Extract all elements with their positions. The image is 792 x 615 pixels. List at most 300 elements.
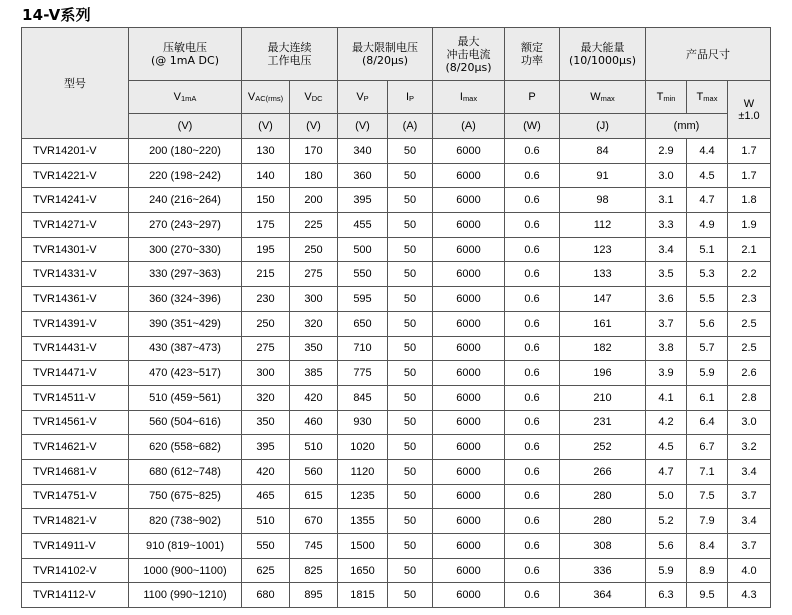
cell-ip: 50 — [388, 237, 433, 262]
table-row — [22, 435, 771, 460]
cell-imax: 6000 — [433, 583, 505, 608]
header-max-cont-voltage-line2: 工作电压 — [267, 54, 312, 67]
cell-vdc: 250 — [290, 237, 338, 262]
cell-vdc: 460 — [290, 410, 338, 435]
symbol-imax — [433, 81, 505, 114]
symbol-wmax-sub: max — [600, 94, 615, 103]
cell-tmin: 4.1 — [646, 385, 687, 410]
cell-p: 0.6 — [505, 583, 560, 608]
cell-w: 3.4 — [728, 509, 771, 534]
table-row — [22, 287, 771, 312]
cell-wmax: 98 — [560, 188, 646, 213]
header-product-size: 产品尺寸 — [646, 28, 771, 81]
cell-w: 2.2 — [728, 262, 771, 287]
header-max-cont-voltage — [242, 28, 338, 81]
cell-imax: 6000 — [433, 287, 505, 312]
symbol-wmax-base: W — [590, 91, 601, 103]
table-row — [22, 410, 771, 435]
table-row — [22, 583, 771, 608]
cell-vp: 845 — [338, 385, 388, 410]
cell-tmin: 4.2 — [646, 410, 687, 435]
cell-v1ma: 200 (180~220) — [129, 139, 242, 164]
table-row — [22, 385, 771, 410]
table-row — [22, 262, 771, 287]
cell-model: TVR14331-V — [22, 262, 129, 287]
cell-tmin: 5.9 — [646, 558, 687, 583]
cell-wmax: 112 — [560, 213, 646, 238]
cell-tmax: 4.4 — [687, 139, 728, 164]
cell-tmax: 8.4 — [687, 534, 728, 559]
cell-model: TVR14301-V — [22, 237, 129, 262]
cell-model: TVR14391-V — [22, 311, 129, 336]
cell-v1ma: 750 (675~825) — [129, 484, 242, 509]
cell-imax: 6000 — [433, 163, 505, 188]
cell-v1ma: 820 (738~902) — [129, 509, 242, 534]
cell-tmin: 3.9 — [646, 361, 687, 386]
cell-imax: 6000 — [433, 385, 505, 410]
cell-tmin: 3.1 — [646, 188, 687, 213]
cell-vdc: 895 — [290, 583, 338, 608]
symbol-imax-base: I — [459, 91, 463, 103]
cell-model: TVR14271-V — [22, 213, 129, 238]
cell-vac: 350 — [242, 410, 290, 435]
symbol-ip-sub: P — [409, 94, 415, 103]
cell-tmax: 6.4 — [687, 410, 728, 435]
unit-imax: (A) — [433, 114, 505, 139]
cell-model: TVR14911-V — [22, 534, 129, 559]
cell-v1ma: 360 (324~396) — [129, 287, 242, 312]
cell-imax: 6000 — [433, 558, 505, 583]
cell-model: TVR14361-V — [22, 287, 129, 312]
unit-v1ma: (V) — [129, 114, 242, 139]
cell-ip: 50 — [388, 311, 433, 336]
cell-ip: 50 — [388, 188, 433, 213]
cell-p: 0.6 — [505, 139, 560, 164]
cell-v1ma: 330 (297~363) — [129, 262, 242, 287]
cell-tmax: 4.9 — [687, 213, 728, 238]
symbol-tmin-sub: min — [663, 94, 676, 103]
header-rated-power-line2: 功率 — [521, 54, 543, 67]
cell-tmin: 5.0 — [646, 484, 687, 509]
cell-wmax: 161 — [560, 311, 646, 336]
cell-vp: 930 — [338, 410, 388, 435]
cell-vac: 215 — [242, 262, 290, 287]
cell-v1ma: 1000 (900~1100) — [129, 558, 242, 583]
cell-model: TVR14751-V — [22, 484, 129, 509]
symbol-v1ma-sub: 1mA — [180, 94, 197, 103]
cell-vac: 250 — [242, 311, 290, 336]
cell-wmax: 84 — [560, 139, 646, 164]
cell-vac: 140 — [242, 163, 290, 188]
cell-v1ma: 560 (504~616) — [129, 410, 242, 435]
cell-vp: 1815 — [338, 583, 388, 608]
cell-tmax: 7.9 — [687, 509, 728, 534]
table-body — [22, 139, 771, 608]
cell-w: 2.5 — [728, 336, 771, 361]
symbol-w — [728, 81, 771, 139]
cell-ip: 50 — [388, 139, 433, 164]
cell-tmin: 3.6 — [646, 287, 687, 312]
cell-p: 0.6 — [505, 188, 560, 213]
cell-imax: 6000 — [433, 336, 505, 361]
cell-vac: 130 — [242, 139, 290, 164]
cell-p: 0.6 — [505, 262, 560, 287]
cell-ip: 50 — [388, 484, 433, 509]
cell-vp: 650 — [338, 311, 388, 336]
header-row-labels — [22, 28, 771, 81]
symbol-vp — [338, 81, 388, 114]
cell-w: 3.4 — [728, 459, 771, 484]
cell-model: TVR14221-V — [22, 163, 129, 188]
cell-p: 0.6 — [505, 459, 560, 484]
cell-ip: 50 — [388, 459, 433, 484]
header-max-surge-current-line2: 冲击电流 — [446, 47, 491, 61]
cell-vac: 320 — [242, 385, 290, 410]
header-max-clamp-voltage — [338, 28, 433, 81]
cell-imax: 6000 — [433, 509, 505, 534]
cell-tmin: 3.0 — [646, 163, 687, 188]
header-rated-power-line1: 额定 — [521, 41, 543, 54]
cell-wmax: 336 — [560, 558, 646, 583]
cell-ip: 50 — [388, 336, 433, 361]
cell-vdc: 350 — [290, 336, 338, 361]
cell-wmax: 280 — [560, 509, 646, 534]
cell-ip: 50 — [388, 262, 433, 287]
cell-model: TVR14431-V — [22, 336, 129, 361]
symbol-w-line1: W — [743, 97, 755, 110]
cell-wmax: 133 — [560, 262, 646, 287]
cell-p: 0.6 — [505, 311, 560, 336]
cell-tmax: 9.5 — [687, 583, 728, 608]
symbol-vdc-base: V — [304, 91, 312, 103]
symbol-vac — [242, 81, 290, 114]
cell-v1ma: 270 (243~297) — [129, 213, 242, 238]
cell-vac: 230 — [242, 287, 290, 312]
cell-w: 1.7 — [728, 139, 771, 164]
cell-wmax: 91 — [560, 163, 646, 188]
header-model: 型号 — [22, 28, 129, 139]
cell-model: TVR14201-V — [22, 139, 129, 164]
cell-vp: 1235 — [338, 484, 388, 509]
cell-v1ma: 220 (198~242) — [129, 163, 242, 188]
cell-ip: 50 — [388, 163, 433, 188]
table-row — [22, 361, 771, 386]
cell-ip: 50 — [388, 410, 433, 435]
cell-wmax: 182 — [560, 336, 646, 361]
cell-tmin: 2.9 — [646, 139, 687, 164]
cell-v1ma: 680 (612~748) — [129, 459, 242, 484]
cell-vp: 1120 — [338, 459, 388, 484]
cell-wmax: 266 — [560, 459, 646, 484]
cell-vac: 625 — [242, 558, 290, 583]
cell-vdc: 670 — [290, 509, 338, 534]
cell-vac: 195 — [242, 237, 290, 262]
cell-w: 2.3 — [728, 287, 771, 312]
cell-imax: 6000 — [433, 262, 505, 287]
cell-wmax: 210 — [560, 385, 646, 410]
cell-vac: 395 — [242, 435, 290, 460]
cell-vp: 455 — [338, 213, 388, 238]
unit-vp: (V) — [338, 114, 388, 139]
table-header — [22, 28, 771, 139]
cell-tmin: 3.3 — [646, 213, 687, 238]
cell-imax: 6000 — [433, 237, 505, 262]
cell-w: 1.9 — [728, 213, 771, 238]
cell-vac: 465 — [242, 484, 290, 509]
cell-ip: 50 — [388, 361, 433, 386]
cell-vp: 1355 — [338, 509, 388, 534]
cell-model: TVR14821-V — [22, 509, 129, 534]
symbol-vp-base: V — [356, 91, 364, 103]
cell-vdc: 385 — [290, 361, 338, 386]
cell-p: 0.6 — [505, 435, 560, 460]
cell-ip: 50 — [388, 435, 433, 460]
cell-p: 0.6 — [505, 410, 560, 435]
cell-wmax: 280 — [560, 484, 646, 509]
symbol-vdc-sub: DC — [311, 94, 323, 103]
table-row — [22, 163, 771, 188]
cell-wmax: 231 — [560, 410, 646, 435]
cell-wmax: 252 — [560, 435, 646, 460]
cell-wmax: 123 — [560, 237, 646, 262]
cell-w: 2.8 — [728, 385, 771, 410]
cell-vac: 510 — [242, 509, 290, 534]
cell-model: TVR14681-V — [22, 459, 129, 484]
header-row-units — [22, 114, 771, 139]
cell-ip: 50 — [388, 385, 433, 410]
cell-ip: 50 — [388, 509, 433, 534]
table-row — [22, 336, 771, 361]
header-max-cont-voltage-line1: 最大连续 — [267, 41, 312, 54]
series-title: 14-V系列 — [22, 6, 91, 24]
cell-v1ma: 470 (423~517) — [129, 361, 242, 386]
header-max-surge-current-line1: 最大 — [457, 34, 480, 48]
symbol-tmax-sub: max — [703, 94, 718, 103]
cell-vdc: 420 — [290, 385, 338, 410]
cell-p: 0.6 — [505, 558, 560, 583]
cell-p: 0.6 — [505, 237, 560, 262]
cell-vdc: 275 — [290, 262, 338, 287]
table-row — [22, 459, 771, 484]
cell-tmin: 5.6 — [646, 534, 687, 559]
cell-vdc: 560 — [290, 459, 338, 484]
cell-tmin: 3.5 — [646, 262, 687, 287]
cell-p: 0.6 — [505, 509, 560, 534]
cell-vdc: 615 — [290, 484, 338, 509]
table-row — [22, 534, 771, 559]
symbol-tmax-base: T — [696, 91, 704, 103]
cell-tmax: 7.5 — [687, 484, 728, 509]
cell-ip: 50 — [388, 287, 433, 312]
cell-vdc: 300 — [290, 287, 338, 312]
cell-vac: 420 — [242, 459, 290, 484]
table-row — [22, 509, 771, 534]
cell-model: TVR14102-V — [22, 558, 129, 583]
cell-imax: 6000 — [433, 534, 505, 559]
symbol-ip — [388, 81, 433, 114]
symbol-p: P — [505, 81, 560, 114]
cell-tmax: 4.5 — [687, 163, 728, 188]
symbol-ip-base: I — [405, 91, 410, 103]
cell-p: 0.6 — [505, 385, 560, 410]
cell-vac: 550 — [242, 534, 290, 559]
cell-p: 0.6 — [505, 361, 560, 386]
symbol-tmin-base: T — [656, 91, 664, 103]
cell-ip: 50 — [388, 558, 433, 583]
symbol-tmin — [646, 81, 687, 114]
table-row — [22, 237, 771, 262]
cell-vp: 340 — [338, 139, 388, 164]
cell-imax: 6000 — [433, 459, 505, 484]
cell-vdc: 200 — [290, 188, 338, 213]
cell-p: 0.6 — [505, 484, 560, 509]
cell-vp: 550 — [338, 262, 388, 287]
symbol-w-line2: ±1.0 — [738, 109, 760, 122]
cell-p: 0.6 — [505, 163, 560, 188]
cell-vp: 1020 — [338, 435, 388, 460]
unit-p: (W) — [505, 114, 560, 139]
cell-p: 0.6 — [505, 287, 560, 312]
header-max-surge-current-line3: (8/20μs) — [445, 60, 492, 74]
cell-tmax: 6.7 — [687, 435, 728, 460]
cell-vac: 680 — [242, 583, 290, 608]
cell-v1ma: 390 (351~429) — [129, 311, 242, 336]
cell-vdc: 225 — [290, 213, 338, 238]
cell-v1ma: 430 (387~473) — [129, 336, 242, 361]
cell-tmin: 5.2 — [646, 509, 687, 534]
cell-w: 2.1 — [728, 237, 771, 262]
cell-vp: 1500 — [338, 534, 388, 559]
symbol-vp-sub: P — [363, 94, 369, 103]
cell-vp: 710 — [338, 336, 388, 361]
cell-imax: 6000 — [433, 361, 505, 386]
unit-vdc: (V) — [290, 114, 338, 139]
cell-tmax: 7.1 — [687, 459, 728, 484]
symbol-imax-sub: max — [462, 94, 478, 103]
cell-tmin: 3.7 — [646, 311, 687, 336]
cell-v1ma: 1100 (990~1210) — [129, 583, 242, 608]
cell-ip: 50 — [388, 583, 433, 608]
header-varistor-voltage-line1: 压敏电压 — [163, 41, 207, 54]
cell-w: 3.7 — [728, 484, 771, 509]
cell-tmin: 4.5 — [646, 435, 687, 460]
cell-tmax: 5.6 — [687, 311, 728, 336]
cell-tmax: 5.3 — [687, 262, 728, 287]
cell-imax: 6000 — [433, 484, 505, 509]
symbol-v1ma — [129, 81, 242, 114]
cell-tmax: 5.9 — [687, 361, 728, 386]
cell-tmax: 5.5 — [687, 287, 728, 312]
table-row — [22, 311, 771, 336]
cell-model: TVR14511-V — [22, 385, 129, 410]
cell-wmax: 196 — [560, 361, 646, 386]
cell-tmax: 5.1 — [687, 237, 728, 262]
cell-ip: 50 — [388, 534, 433, 559]
cell-tmin: 3.4 — [646, 237, 687, 262]
cell-vdc: 825 — [290, 558, 338, 583]
symbol-vac-base: V — [247, 91, 256, 103]
cell-v1ma: 510 (459~561) — [129, 385, 242, 410]
cell-vdc: 170 — [290, 139, 338, 164]
cell-tmax: 8.9 — [687, 558, 728, 583]
cell-vp: 395 — [338, 188, 388, 213]
cell-w: 2.5 — [728, 311, 771, 336]
header-max-energy — [560, 28, 646, 81]
header-max-clamp-voltage-line2: (8/20μs) — [361, 54, 408, 67]
cell-wmax: 308 — [560, 534, 646, 559]
spec-table — [21, 27, 771, 608]
cell-tmin: 3.8 — [646, 336, 687, 361]
header-row-symbols — [22, 81, 771, 114]
cell-p: 0.6 — [505, 336, 560, 361]
header-max-energy-line1: 最大能量 — [580, 41, 625, 54]
cell-vdc: 180 — [290, 163, 338, 188]
cell-vp: 775 — [338, 361, 388, 386]
cell-p: 0.6 — [505, 534, 560, 559]
cell-w: 4.0 — [728, 558, 771, 583]
header-max-energy-line2: (10/1000μs) — [568, 54, 636, 67]
unit-wmax: (J) — [560, 114, 646, 139]
symbol-v1ma-base: V — [173, 91, 181, 103]
table-row — [22, 213, 771, 238]
cell-model: TVR14241-V — [22, 188, 129, 213]
cell-model: TVR14112-V — [22, 583, 129, 608]
cell-vp: 595 — [338, 287, 388, 312]
cell-wmax: 147 — [560, 287, 646, 312]
cell-vac: 150 — [242, 188, 290, 213]
cell-vac: 275 — [242, 336, 290, 361]
cell-model: TVR14621-V — [22, 435, 129, 460]
cell-imax: 6000 — [433, 311, 505, 336]
table-row — [22, 484, 771, 509]
header-varistor-voltage — [129, 28, 242, 81]
cell-tmax: 5.7 — [687, 336, 728, 361]
header-varistor-voltage-line2: (@ 1mA DC) — [151, 54, 219, 67]
symbol-tmax — [687, 81, 728, 114]
cell-ip: 50 — [388, 213, 433, 238]
cell-imax: 6000 — [433, 435, 505, 460]
unit-ip: (A) — [388, 114, 433, 139]
cell-model: TVR14471-V — [22, 361, 129, 386]
cell-w: 1.8 — [728, 188, 771, 213]
symbol-vdc — [290, 81, 338, 114]
cell-tmin: 4.7 — [646, 459, 687, 484]
table-row — [22, 188, 771, 213]
cell-vac: 300 — [242, 361, 290, 386]
unit-vac: (V) — [242, 114, 290, 139]
cell-tmax: 6.1 — [687, 385, 728, 410]
cell-tmin: 6.3 — [646, 583, 687, 608]
cell-imax: 6000 — [433, 410, 505, 435]
symbol-vac-sub: AC(rms) — [255, 94, 284, 103]
cell-vdc: 320 — [290, 311, 338, 336]
cell-w: 2.6 — [728, 361, 771, 386]
cell-w: 4.3 — [728, 583, 771, 608]
header-rated-power — [505, 28, 560, 81]
cell-wmax: 364 — [560, 583, 646, 608]
cell-w: 1.7 — [728, 163, 771, 188]
header-max-surge-current — [433, 28, 505, 81]
cell-v1ma: 620 (558~682) — [129, 435, 242, 460]
cell-imax: 6000 — [433, 188, 505, 213]
cell-w: 3.0 — [728, 410, 771, 435]
cell-vp: 1650 — [338, 558, 388, 583]
cell-model: TVR14561-V — [22, 410, 129, 435]
cell-vac: 175 — [242, 213, 290, 238]
cell-v1ma: 240 (216~264) — [129, 188, 242, 213]
cell-imax: 6000 — [433, 213, 505, 238]
cell-v1ma: 910 (819~1001) — [129, 534, 242, 559]
